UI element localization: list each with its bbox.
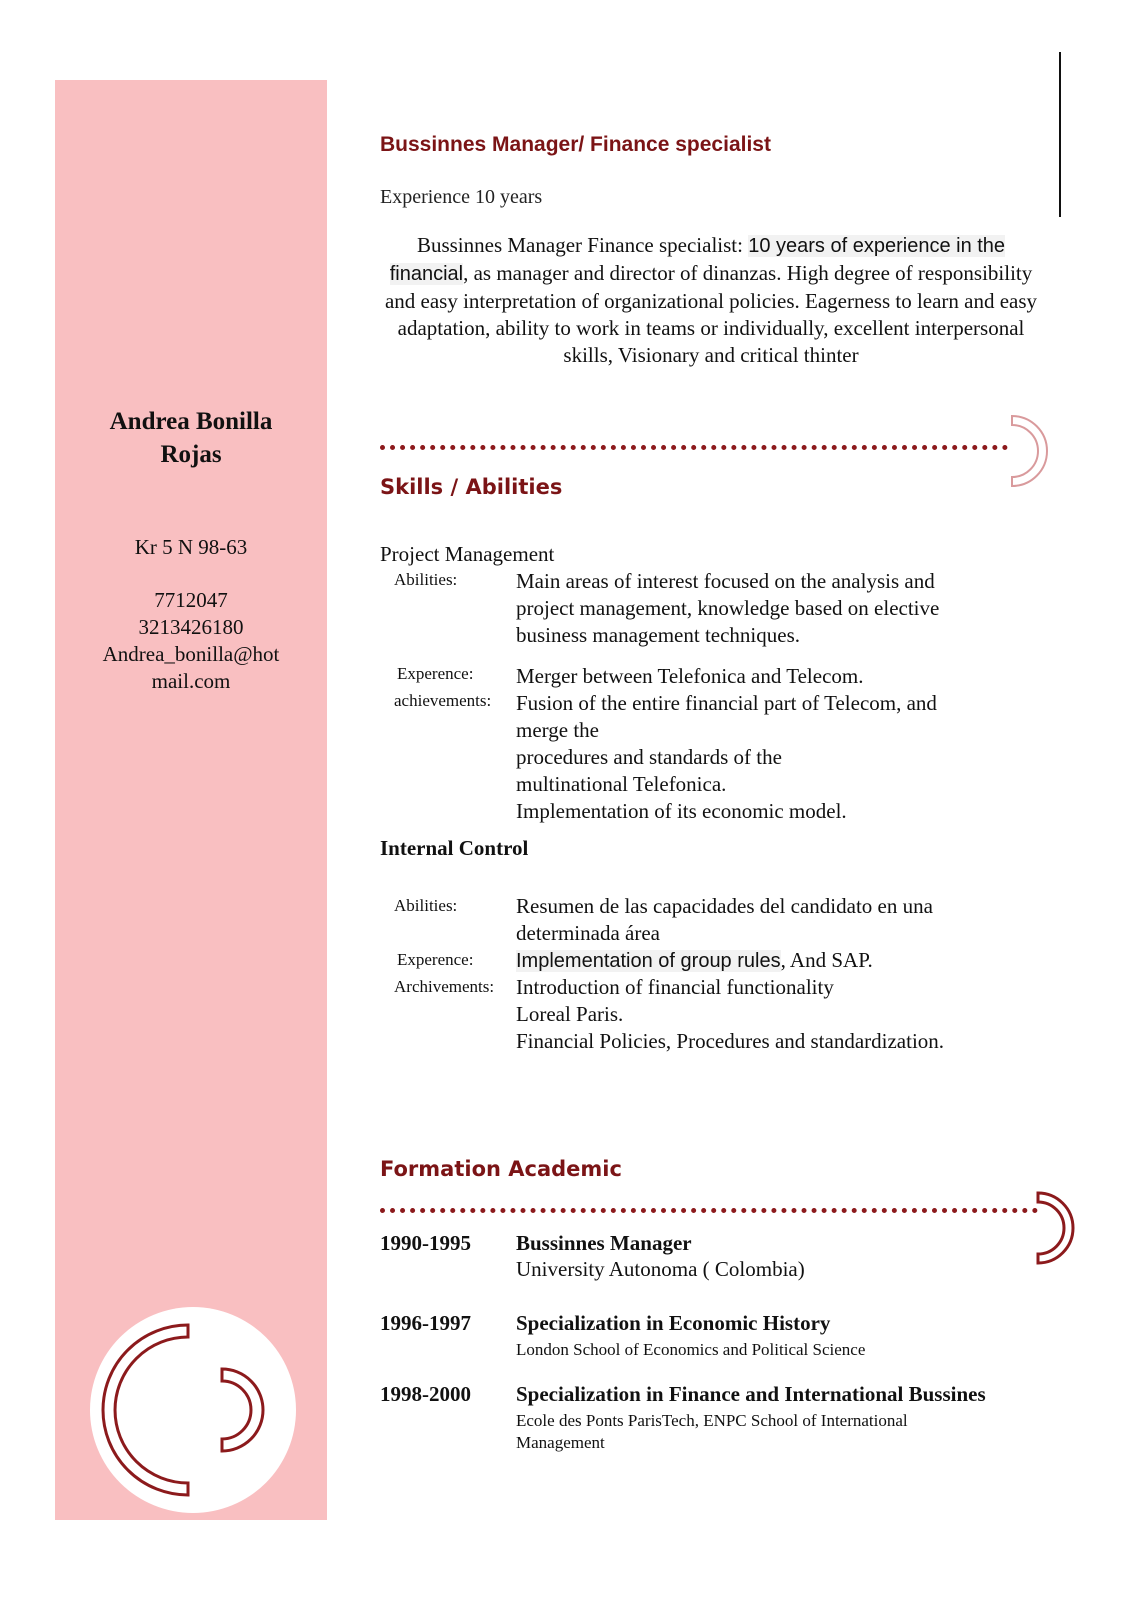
pm-achievement-1: Fusion of the entire financial part of Telecom, and — [516, 691, 937, 715]
pm-abilities-label: Abilities: — [394, 570, 458, 589]
ic-experience — [516, 947, 873, 975]
pm-heading: Project Management — [380, 542, 555, 566]
pm-experience: Merger between Telefonica and Telecom. — [516, 664, 864, 688]
pm-achievement-2: merge the — [516, 718, 599, 742]
education-title: Formation Academic — [380, 1157, 622, 1181]
job-title: Bussinnes Manager/ Finance specialist — [380, 133, 771, 156]
logo-circle — [90, 1307, 296, 1513]
half-circle-icon — [1010, 413, 1050, 489]
pm-achievement-4: multinational Telefonica. — [516, 772, 727, 796]
ic-heading: Internal Control — [380, 836, 529, 860]
vertical-rule — [1059, 52, 1061, 217]
pm-experience-label: Experence: — [397, 664, 474, 683]
pm-abilities-1: Main areas of interest focused on the analysis and — [516, 569, 935, 593]
edu-years-3: 1998-2000 — [380, 1382, 471, 1406]
edu-degree-1: Bussinnes Manager — [516, 1231, 692, 1255]
dotted-divider-education — [380, 1208, 1038, 1213]
email-line-1: Andrea_bonilla@hot — [102, 642, 280, 666]
half-circle-icon-education — [1036, 1190, 1076, 1266]
ic-achievement-1: Introduction of financial functionality — [516, 975, 834, 999]
edu-institution-1: University Autonoma ( Colombia) — [516, 1257, 805, 1281]
summary-lead: Bussinnes Manager Finance specialist: — [416, 233, 749, 257]
ic-experience-highlight: Implementation of group rules — [516, 950, 781, 972]
name-line-1: Andrea Bonilla — [109, 408, 273, 435]
ic-abilities-1: Resumen de las capacidades del candidato en una — [516, 894, 933, 918]
edu-years-2: 1996-1997 — [380, 1311, 471, 1335]
dotted-divider — [380, 445, 1008, 450]
summary-highlight: 10 years of experience in the financial — [389, 235, 1006, 285]
ic-achievement-3: Financial Policies, Procedures and standardization. — [516, 1029, 945, 1053]
email-line-2: mail.com — [151, 669, 231, 693]
sidebar-panel — [55, 80, 327, 1520]
address: Kr 5 N 98-63 — [134, 535, 248, 559]
pm-abilities-3: business management techniques. — [516, 623, 801, 647]
edu-institution-2: London School of Economics and Political Science — [516, 1340, 866, 1359]
ic-abilities-label: Abilities: — [394, 896, 458, 915]
edu-degree-3: Specialization in Finance and International Bussines — [516, 1382, 986, 1406]
pm-abilities-2: project management, knowledge based on elective — [516, 596, 940, 620]
pm-achievements-label: achievements: — [394, 691, 492, 710]
skills-title: Skills / Abilities — [380, 475, 563, 499]
ic-abilities-2: determinada área — [516, 921, 660, 945]
pm-achievement-5: Implementation of its economic model. — [516, 799, 847, 823]
summary-rest: , as manager and director of dinanzas. High degree of responsibility and easy interpretation of organizational policies. Eagerness to learn and easy adaptation, ability to work in teams or individually, excellent interpersonal skills, Visionary and critical thinter — [384, 261, 1038, 367]
edu-institution-3: Ecole des Ponts ParisTech, ENPC School of International Management — [516, 1411, 908, 1452]
ic-experience-rest: , And SAP. — [780, 948, 873, 972]
edu-degree-2: Specialization in Economic History — [516, 1311, 831, 1335]
candidate-name — [55, 405, 327, 471]
phone-2: 3213426180 — [138, 615, 244, 639]
phone-1: 7712047 — [154, 588, 228, 612]
pm-achievement-3: procedures and standards of the — [516, 745, 782, 769]
name-line-2: Rojas — [160, 441, 222, 468]
logo-icon — [90, 1307, 296, 1513]
ic-achievement-2: Loreal Paris. — [516, 1002, 624, 1026]
experience-years: Experience 10 years — [380, 186, 543, 208]
edu-years-1: 1990-1995 — [380, 1231, 471, 1255]
profile-summary — [380, 232, 1042, 369]
ic-experience-label: Experence: — [397, 950, 474, 969]
ic-achievements-label: Archivements: — [394, 977, 495, 996]
